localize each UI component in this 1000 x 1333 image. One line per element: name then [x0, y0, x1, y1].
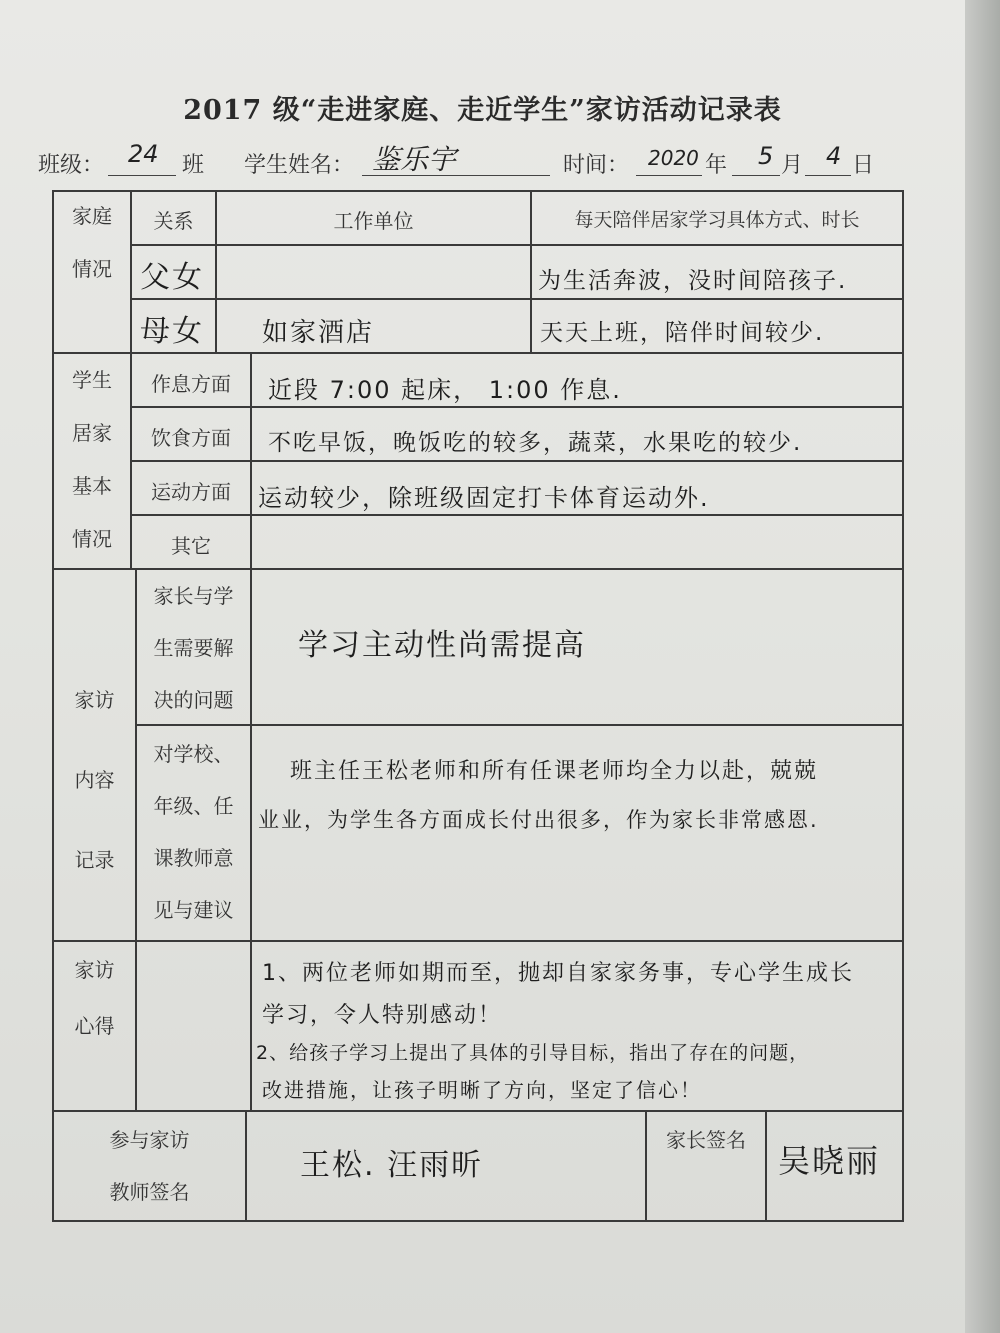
suggestion-line-2: 业业，为学生各方面成长付出很多，作为家长非常感恩.	[258, 808, 819, 832]
reflection-line-4: 改进措施，让孩子明晰了方向，坚定了信心！	[262, 1078, 702, 1102]
parent-signature: 吴晓丽	[778, 1142, 881, 1180]
problem-value: 学习主动性尚需提高	[298, 628, 586, 663]
family-row-mother-relation: 母女	[140, 314, 204, 349]
year-underline	[636, 175, 702, 176]
month-underline	[732, 175, 780, 176]
family-section-label: 家庭 情况	[72, 204, 112, 281]
family-row-mother-companion: 天天上班，陪伴时间较少.	[540, 320, 825, 346]
class-suffix: 班	[182, 153, 205, 178]
exercise-label: 运动方面	[151, 480, 231, 504]
day-underline	[805, 175, 851, 176]
visit-section-label: 家访 内容 记录	[74, 688, 115, 872]
companion-header: 每天陪伴居家学习具体方式、时长	[574, 209, 860, 231]
other-label: 其它	[171, 534, 211, 558]
suggestion-line-1: 班主任王松老师和所有任课老师均全力以赴，兢兢	[290, 759, 819, 784]
basic-section-label: 学生 居家 基本 情况	[72, 368, 112, 551]
year-label: 年	[705, 153, 728, 178]
month-value: 5	[758, 142, 774, 170]
time-label: 时间：	[563, 153, 630, 178]
month-label: 月	[781, 153, 804, 178]
teacher-signature: 王松. 汪雨昕	[300, 1148, 484, 1183]
relation-header: 关系	[153, 209, 194, 233]
family-row-father-companion: 为生活奔波，没时间陪孩子.	[538, 268, 848, 294]
diet-label: 饮食方面	[151, 426, 231, 450]
family-row-mother-workplace: 如家酒店	[262, 318, 375, 348]
day-value: 4	[826, 142, 842, 170]
student-name-value: 鉴乐宇	[372, 143, 457, 176]
class-underline	[108, 175, 176, 176]
diet-value: 不吃早饭，晚饭吃的较多，蔬菜，水果吃的较少.	[268, 430, 803, 456]
class-value: 24	[128, 140, 159, 168]
student-name-underline	[362, 175, 550, 176]
teacher-signature-label: 参与家访 教师签名	[109, 1128, 190, 1204]
suggestion-label: 对学校、 年级、任 课教师意 见与建议	[153, 742, 234, 922]
class-label: 班级：	[38, 153, 105, 178]
day-label: 日	[852, 153, 875, 178]
reflection-line-1: 1、两位老师如期而至，抛却自家家务事，专心学生成长	[262, 961, 854, 986]
sleep-value: 近段 7:00 起床， 1:00 作息.	[268, 376, 622, 404]
parent-signature-label: 家长签名	[666, 1128, 746, 1152]
form-title: 2017 级“走进家庭、走近学生”家访活动记录表	[183, 95, 782, 126]
problem-label: 家长与学 生需要解 决的问题	[153, 584, 234, 712]
reflection-line-3: 2、给孩子学习上提出了具体的引导目标，指出了存在的问题，	[256, 1042, 810, 1064]
workplace-header: 工作单位	[333, 209, 414, 233]
family-row-father-relation: 父女	[140, 260, 204, 295]
sleep-label: 作息方面	[151, 372, 231, 396]
reflection-section-label: 家访 心得	[74, 958, 115, 1038]
exercise-value: 运动较少，除班级固定打卡体育运动外.	[258, 484, 710, 512]
reflection-line-2: 学习，令人特别感动！	[262, 1003, 503, 1028]
year-value: 2020	[648, 146, 699, 170]
student-name-label: 学生姓名：	[244, 153, 355, 178]
page-edge	[965, 0, 1000, 1333]
